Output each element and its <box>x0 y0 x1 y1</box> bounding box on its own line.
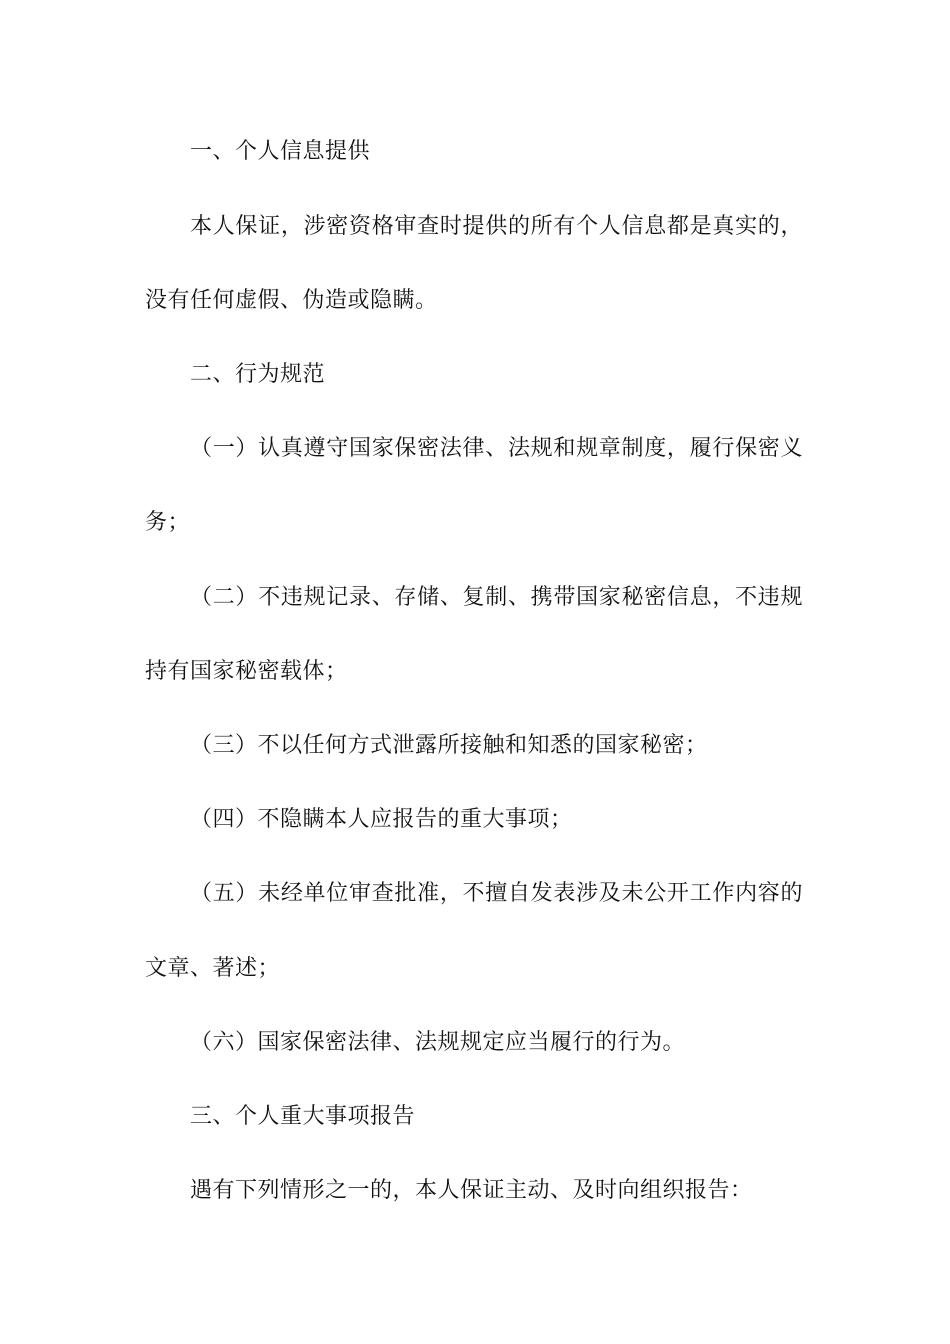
list-item-line: （一）认真遵守国家保密法律、法规和规章制度，履行保密义 <box>190 436 803 461</box>
section-heading-personal-info: 一、个人信息提供 <box>190 139 371 164</box>
list-item: （六）国家保密法律、法规规定应当履行的行为。 <box>190 1030 686 1055</box>
list-item-line: 文章、著述； <box>145 956 281 981</box>
paragraph-line: 本人保证，涉密资格审查时提供的所有个人信息都是真实的， <box>190 214 803 239</box>
section-heading-conduct: 二、行为规范 <box>190 362 326 387</box>
paragraph-line: 没有任何虚假、伪造或隐瞒。 <box>145 288 438 313</box>
list-item-line: 务； <box>145 510 191 535</box>
list-item: （四）不隐瞒本人应报告的重大事项； <box>190 807 573 832</box>
list-item-line: （五）未经单位审查批准，不擅自发表涉及未公开工作内容的 <box>190 881 803 906</box>
paragraph-line: 遇有下列情形之一的，本人保证主动、及时向组织报告： <box>190 1178 753 1203</box>
list-item-line: （二）不违规记录、存储、复制、携带国家秘密信息，不违规 <box>190 585 803 610</box>
list-item-line: 持有国家秘密载体； <box>145 659 348 684</box>
list-item: （三）不以任何方式泄露所接触和知悉的国家秘密； <box>190 733 708 758</box>
section-heading-major-matters: 三、个人重大事项报告 <box>190 1104 416 1129</box>
